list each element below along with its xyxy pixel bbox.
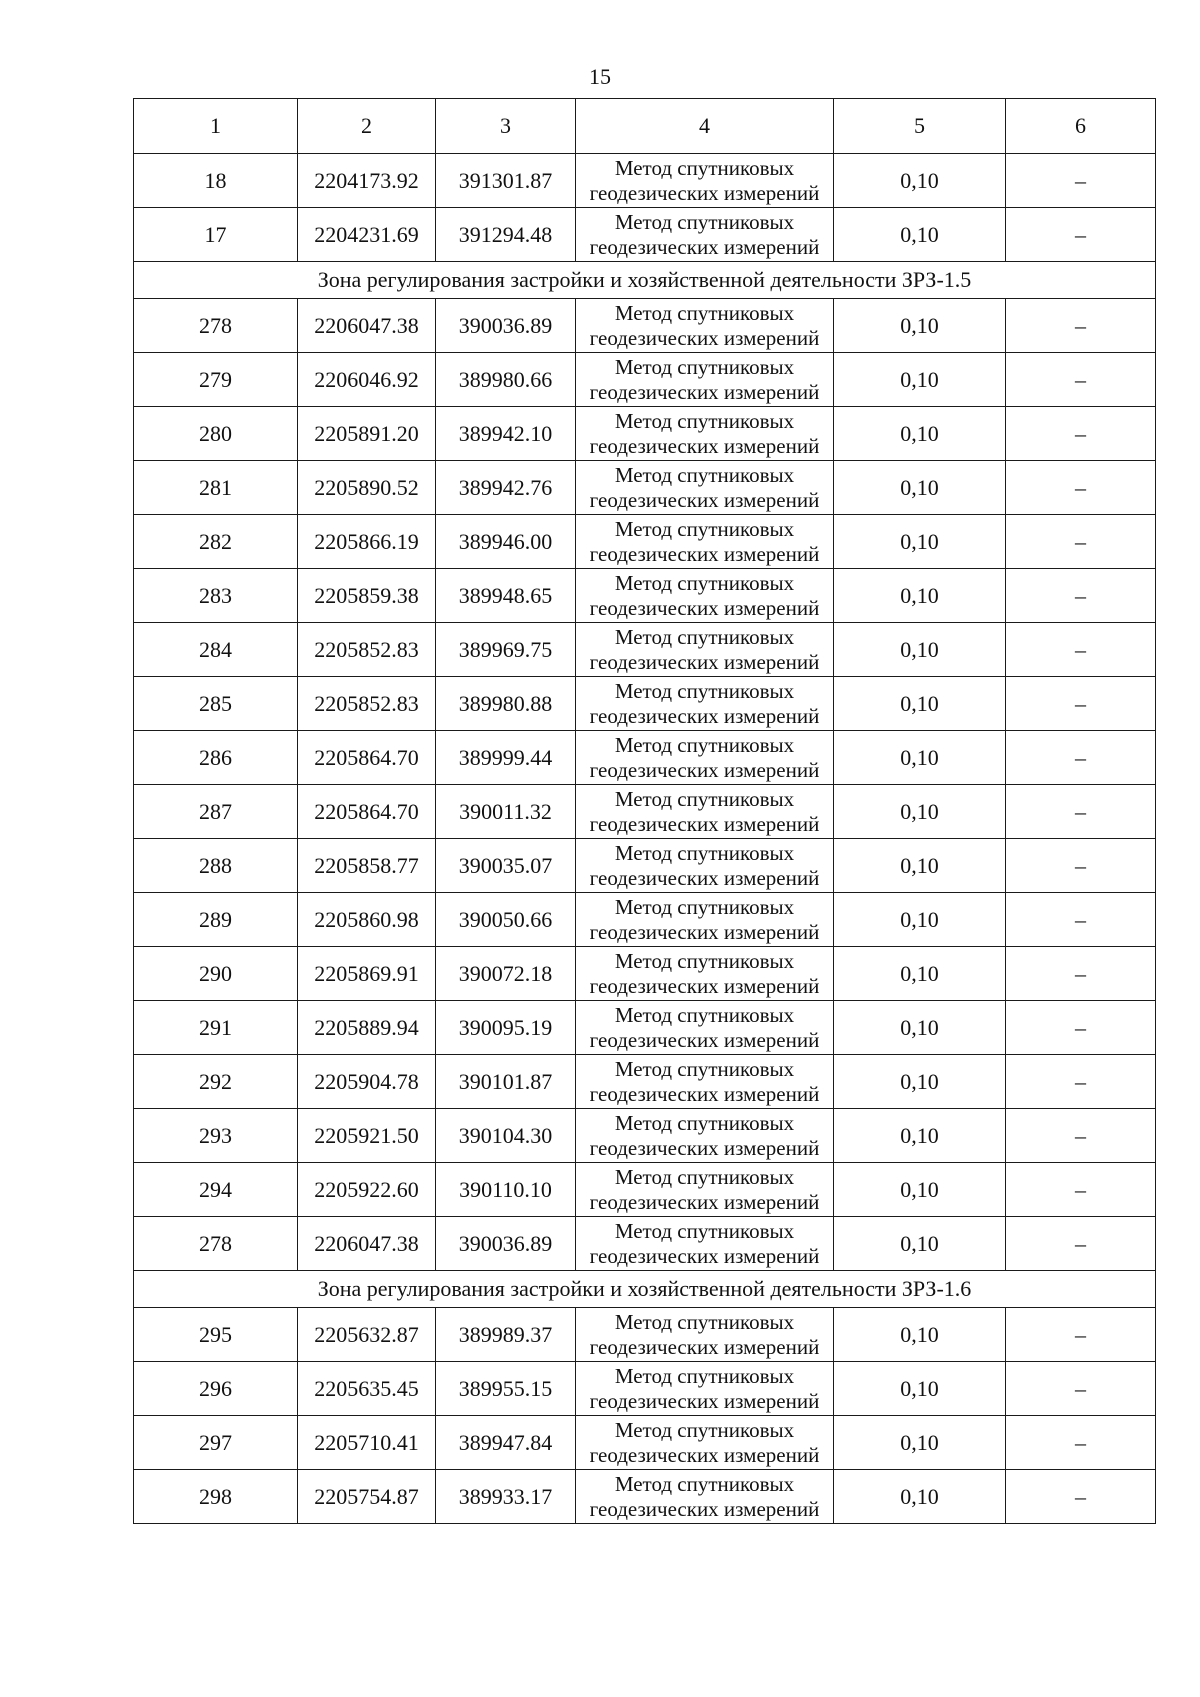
dash-cell: – <box>1006 1470 1156 1524</box>
y-coordinate-cell: 391301.87 <box>436 154 576 208</box>
accuracy-cell: 0,10 <box>834 1416 1006 1470</box>
accuracy-cell: 0,10 <box>834 299 1006 353</box>
method-line-2: геодезических измерений <box>589 1496 820 1521</box>
x-coordinate-cell: 2205866.19 <box>298 515 436 569</box>
point-number-cell: 278 <box>134 299 298 353</box>
accuracy-cell: 0,10 <box>834 1362 1006 1416</box>
dash-cell: – <box>1006 893 1156 947</box>
y-coordinate-cell: 389955.15 <box>436 1362 576 1416</box>
method-line-2: геодезических измерений <box>589 865 820 890</box>
accuracy-cell: 0,10 <box>834 947 1006 1001</box>
x-coordinate-cell: 2205904.78 <box>298 1055 436 1109</box>
dash-cell: – <box>1006 731 1156 785</box>
method-line-1: Метод спутниковых <box>614 1417 795 1442</box>
y-coordinate-cell: 390035.07 <box>436 839 576 893</box>
method-cell <box>576 1217 834 1271</box>
accuracy-cell: 0,10 <box>834 407 1006 461</box>
header-cell-4: 4 <box>576 99 834 154</box>
accuracy-cell: 0,10 <box>834 461 1006 515</box>
method-line-1: Метод спутниковых <box>614 300 795 325</box>
dash-cell: – <box>1006 353 1156 407</box>
method-line-1: Метод спутниковых <box>614 894 795 919</box>
table-body <box>134 99 1156 1524</box>
method-line-2: геодезических измерений <box>589 1334 820 1359</box>
point-number-cell: 298 <box>134 1470 298 1524</box>
table-row <box>134 461 1156 515</box>
method-cell <box>576 1163 834 1217</box>
dash-cell: – <box>1006 677 1156 731</box>
header-cell-1: 1 <box>134 99 298 154</box>
y-coordinate-cell: 389948.65 <box>436 569 576 623</box>
point-number-cell: 281 <box>134 461 298 515</box>
table-row <box>134 1362 1156 1416</box>
method-line-2: геодезических измерений <box>589 919 820 944</box>
y-coordinate-cell: 389946.00 <box>436 515 576 569</box>
method-line-1: Метод спутниковых <box>614 678 795 703</box>
method-line-2: геодезических измерений <box>589 973 820 998</box>
method-line-1: Метод спутниковых <box>614 840 795 865</box>
zone-title: Зона регулирования застройки и хозяйственной деятельности ЗРЗ-1.5 <box>134 262 1156 299</box>
method-line-1: Метод спутниковых <box>614 1164 795 1189</box>
x-coordinate-cell: 2205889.94 <box>298 1001 436 1055</box>
y-coordinate-cell: 389980.66 <box>436 353 576 407</box>
method-cell <box>576 677 834 731</box>
accuracy-cell: 0,10 <box>834 1055 1006 1109</box>
x-coordinate-cell: 2205635.45 <box>298 1362 436 1416</box>
dash-cell: – <box>1006 623 1156 677</box>
method-line-2: геодезических измерений <box>589 1189 820 1214</box>
accuracy-cell: 0,10 <box>834 677 1006 731</box>
method-line-1: Метод спутниковых <box>614 1218 795 1243</box>
table-row <box>134 731 1156 785</box>
method-line-2: геодезических измерений <box>589 433 820 458</box>
method-line-2: геодезических измерений <box>589 487 820 512</box>
y-coordinate-cell: 390101.87 <box>436 1055 576 1109</box>
x-coordinate-cell: 2205921.50 <box>298 1109 436 1163</box>
accuracy-cell: 0,10 <box>834 353 1006 407</box>
method-cell <box>576 1416 834 1470</box>
dash-cell: – <box>1006 299 1156 353</box>
header-cell-3: 3 <box>436 99 576 154</box>
accuracy-cell: 0,10 <box>834 1001 1006 1055</box>
dash-cell: – <box>1006 515 1156 569</box>
y-coordinate-cell: 390036.89 <box>436 299 576 353</box>
method-line-2: геодезических измерений <box>589 541 820 566</box>
table-row <box>134 623 1156 677</box>
method-line-1: Метод спутниковых <box>614 1002 795 1027</box>
point-number-cell: 18 <box>134 154 298 208</box>
x-coordinate-cell: 2205858.77 <box>298 839 436 893</box>
table-row <box>134 154 1156 208</box>
point-number-cell: 284 <box>134 623 298 677</box>
point-number-cell: 293 <box>134 1109 298 1163</box>
method-line-2: геодезических измерений <box>589 1442 820 1467</box>
accuracy-cell: 0,10 <box>834 1217 1006 1271</box>
table-row <box>134 1055 1156 1109</box>
table-header-row <box>134 99 1156 154</box>
method-line-1: Метод спутниковых <box>614 462 795 487</box>
method-cell <box>576 839 834 893</box>
table-row <box>134 1217 1156 1271</box>
zone-title: Зона регулирования застройки и хозяйственной деятельности ЗРЗ-1.6 <box>134 1271 1156 1308</box>
point-number-cell: 289 <box>134 893 298 947</box>
x-coordinate-cell: 2205890.52 <box>298 461 436 515</box>
dash-cell: – <box>1006 947 1156 1001</box>
dash-cell: – <box>1006 1308 1156 1362</box>
accuracy-cell: 0,10 <box>834 208 1006 262</box>
y-coordinate-cell: 390011.32 <box>436 785 576 839</box>
x-coordinate-cell: 2204231.69 <box>298 208 436 262</box>
x-coordinate-cell: 2205891.20 <box>298 407 436 461</box>
method-cell <box>576 947 834 1001</box>
zone-title-row <box>134 262 1156 299</box>
dash-cell: – <box>1006 1362 1156 1416</box>
x-coordinate-cell: 2206046.92 <box>298 353 436 407</box>
table-row <box>134 353 1156 407</box>
dash-cell: – <box>1006 154 1156 208</box>
y-coordinate-cell: 390104.30 <box>436 1109 576 1163</box>
method-cell <box>576 1362 834 1416</box>
x-coordinate-cell: 2204173.92 <box>298 154 436 208</box>
header-cell-2: 2 <box>298 99 436 154</box>
y-coordinate-cell: 390110.10 <box>436 1163 576 1217</box>
y-coordinate-cell: 390072.18 <box>436 947 576 1001</box>
page-number: 15 <box>589 64 611 89</box>
table-row <box>134 208 1156 262</box>
dash-cell: – <box>1006 1109 1156 1163</box>
method-line-2: геодезических измерений <box>589 811 820 836</box>
point-number-cell: 296 <box>134 1362 298 1416</box>
point-number-cell: 286 <box>134 731 298 785</box>
table-row <box>134 1416 1156 1470</box>
method-cell <box>576 515 834 569</box>
y-coordinate-cell: 391294.48 <box>436 208 576 262</box>
method-line-2: геодезических измерений <box>589 1135 820 1160</box>
y-coordinate-cell: 389989.37 <box>436 1308 576 1362</box>
table-row <box>134 1163 1156 1217</box>
method-cell <box>576 154 834 208</box>
method-line-2: геодезических измерений <box>589 703 820 728</box>
method-cell <box>576 208 834 262</box>
accuracy-cell: 0,10 <box>834 785 1006 839</box>
method-line-1: Метод спутниковых <box>614 155 795 180</box>
table-row <box>134 1470 1156 1524</box>
method-cell <box>576 623 834 677</box>
accuracy-cell: 0,10 <box>834 569 1006 623</box>
point-number-cell: 279 <box>134 353 298 407</box>
method-line-2: геодезических измерений <box>589 180 820 205</box>
method-line-1: Метод спутниковых <box>614 516 795 541</box>
dash-cell: – <box>1006 569 1156 623</box>
dash-cell: – <box>1006 1001 1156 1055</box>
method-line-2: геодезических измерений <box>589 1243 820 1268</box>
y-coordinate-cell: 389999.44 <box>436 731 576 785</box>
x-coordinate-cell: 2206047.38 <box>298 1217 436 1271</box>
x-coordinate-cell: 2205710.41 <box>298 1416 436 1470</box>
point-number-cell: 283 <box>134 569 298 623</box>
accuracy-cell: 0,10 <box>834 515 1006 569</box>
x-coordinate-cell: 2205869.91 <box>298 947 436 1001</box>
method-cell <box>576 1470 834 1524</box>
x-coordinate-cell: 2205922.60 <box>298 1163 436 1217</box>
header-cell-5: 5 <box>834 99 1006 154</box>
accuracy-cell: 0,10 <box>834 1470 1006 1524</box>
method-cell <box>576 353 834 407</box>
method-line-1: Метод спутниковых <box>614 1110 795 1135</box>
y-coordinate-cell: 389969.75 <box>436 623 576 677</box>
method-cell <box>576 785 834 839</box>
method-cell <box>576 1001 834 1055</box>
method-line-1: Метод спутниковых <box>614 1471 795 1496</box>
dash-cell: – <box>1006 407 1156 461</box>
zone-title-row <box>134 1271 1156 1308</box>
accuracy-cell: 0,10 <box>834 154 1006 208</box>
method-line-2: геодезических измерений <box>589 379 820 404</box>
method-line-2: геодезических измерений <box>589 325 820 350</box>
x-coordinate-cell: 2206047.38 <box>298 299 436 353</box>
method-cell <box>576 461 834 515</box>
method-line-1: Метод спутниковых <box>614 354 795 379</box>
method-line-2: геодезических измерений <box>589 1081 820 1106</box>
method-line-1: Метод спутниковых <box>614 1309 795 1334</box>
x-coordinate-cell: 2205754.87 <box>298 1470 436 1524</box>
x-coordinate-cell: 2205632.87 <box>298 1308 436 1362</box>
x-coordinate-cell: 2205852.83 <box>298 623 436 677</box>
accuracy-cell: 0,10 <box>834 1109 1006 1163</box>
y-coordinate-cell: 389980.88 <box>436 677 576 731</box>
point-number-cell: 294 <box>134 1163 298 1217</box>
x-coordinate-cell: 2205859.38 <box>298 569 436 623</box>
y-coordinate-cell: 390050.66 <box>436 893 576 947</box>
method-line-1: Метод спутниковых <box>614 948 795 973</box>
point-number-cell: 291 <box>134 1001 298 1055</box>
method-cell <box>576 299 834 353</box>
method-line-1: Метод спутниковых <box>614 624 795 649</box>
method-line-1: Метод спутниковых <box>614 1363 795 1388</box>
x-coordinate-cell: 2205852.83 <box>298 677 436 731</box>
method-line-1: Метод спутниковых <box>614 732 795 757</box>
header-cell-6: 6 <box>1006 99 1156 154</box>
method-line-2: геодезических измерений <box>589 649 820 674</box>
method-cell <box>576 1308 834 1362</box>
point-number-cell: 280 <box>134 407 298 461</box>
table-row <box>134 407 1156 461</box>
method-line-2: геодезических измерений <box>589 1027 820 1052</box>
accuracy-cell: 0,10 <box>834 1308 1006 1362</box>
point-number-cell: 17 <box>134 208 298 262</box>
y-coordinate-cell: 390036.89 <box>436 1217 576 1271</box>
method-line-2: геодезических измерений <box>589 757 820 782</box>
table-row <box>134 569 1156 623</box>
y-coordinate-cell: 389942.10 <box>436 407 576 461</box>
point-number-cell: 290 <box>134 947 298 1001</box>
dash-cell: – <box>1006 785 1156 839</box>
point-number-cell: 288 <box>134 839 298 893</box>
coordinates-table <box>133 98 1156 1524</box>
point-number-cell: 282 <box>134 515 298 569</box>
method-cell <box>576 1109 834 1163</box>
table-row <box>134 1001 1156 1055</box>
method-cell <box>576 407 834 461</box>
dash-cell: – <box>1006 1163 1156 1217</box>
accuracy-cell: 0,10 <box>834 893 1006 947</box>
method-line-2: геодезических измерений <box>589 234 820 259</box>
point-number-cell: 292 <box>134 1055 298 1109</box>
dash-cell: – <box>1006 839 1156 893</box>
dash-cell: – <box>1006 1416 1156 1470</box>
dash-cell: – <box>1006 208 1156 262</box>
table-row <box>134 785 1156 839</box>
y-coordinate-cell: 389942.76 <box>436 461 576 515</box>
method-line-1: Метод спутниковых <box>614 1056 795 1081</box>
dash-cell: – <box>1006 1055 1156 1109</box>
method-line-2: геодезических измерений <box>589 1388 820 1413</box>
point-number-cell: 295 <box>134 1308 298 1362</box>
y-coordinate-cell: 389947.84 <box>436 1416 576 1470</box>
accuracy-cell: 0,10 <box>834 623 1006 677</box>
method-line-1: Метод спутниковых <box>614 209 795 234</box>
method-cell <box>576 569 834 623</box>
table-row <box>134 947 1156 1001</box>
table-row <box>134 839 1156 893</box>
method-cell <box>576 731 834 785</box>
method-line-1: Метод спутниковых <box>614 786 795 811</box>
method-cell <box>576 893 834 947</box>
x-coordinate-cell: 2205864.70 <box>298 785 436 839</box>
table-row <box>134 677 1156 731</box>
method-line-1: Метод спутниковых <box>614 408 795 433</box>
y-coordinate-cell: 389933.17 <box>436 1470 576 1524</box>
method-line-1: Метод спутниковых <box>614 570 795 595</box>
y-coordinate-cell: 390095.19 <box>436 1001 576 1055</box>
accuracy-cell: 0,10 <box>834 839 1006 893</box>
x-coordinate-cell: 2205860.98 <box>298 893 436 947</box>
table-row <box>134 299 1156 353</box>
method-cell <box>576 1055 834 1109</box>
table-row <box>134 1308 1156 1362</box>
point-number-cell: 287 <box>134 785 298 839</box>
dash-cell: – <box>1006 1217 1156 1271</box>
table-row <box>134 1109 1156 1163</box>
table-row <box>134 893 1156 947</box>
method-line-2: геодезических измерений <box>589 595 820 620</box>
point-number-cell: 285 <box>134 677 298 731</box>
point-number-cell: 278 <box>134 1217 298 1271</box>
table-row <box>134 515 1156 569</box>
accuracy-cell: 0,10 <box>834 731 1006 785</box>
point-number-cell: 297 <box>134 1416 298 1470</box>
accuracy-cell: 0,10 <box>834 1163 1006 1217</box>
dash-cell: – <box>1006 461 1156 515</box>
x-coordinate-cell: 2205864.70 <box>298 731 436 785</box>
